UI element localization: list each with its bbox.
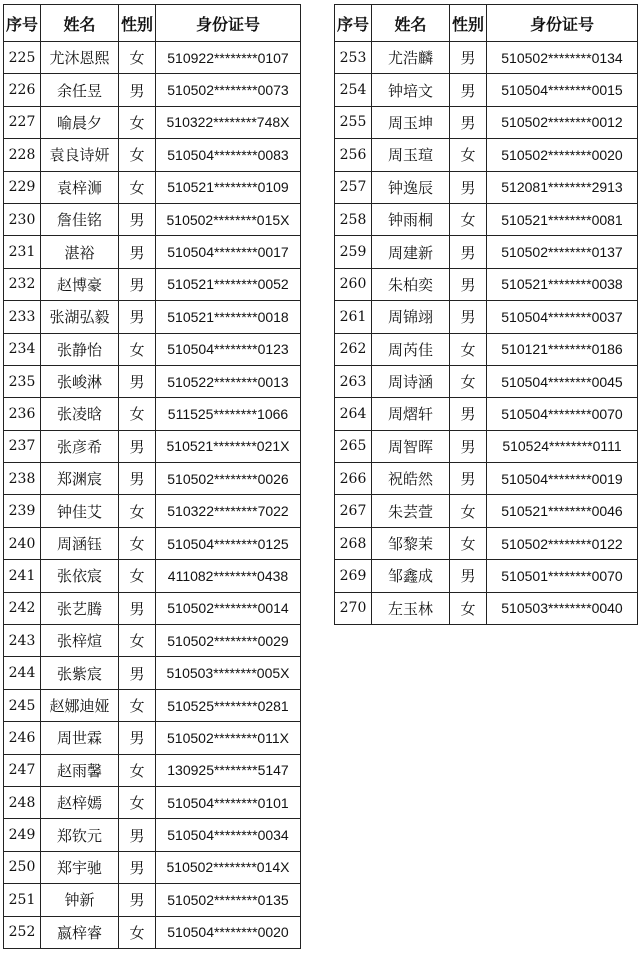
table-row [4, 463, 301, 495]
header-name: 姓名 [372, 5, 450, 42]
seq-cell: 230 [4, 203, 41, 235]
table-row [4, 42, 301, 74]
seq-cell: 249 [4, 819, 41, 851]
gender-cell: 女 [119, 42, 156, 74]
seq-cell: 245 [4, 689, 41, 721]
id-number-cell: 510524********0111 [487, 430, 638, 462]
seq-cell: 267 [335, 495, 372, 527]
seq-cell: 231 [4, 236, 41, 268]
id-number-cell: 510504********0101 [156, 786, 301, 818]
table-body-right [335, 42, 638, 625]
gender-cell: 男 [450, 106, 487, 138]
header-id: 身份证号 [156, 5, 301, 42]
gender-cell: 女 [119, 560, 156, 592]
seq-cell: 252 [4, 916, 41, 948]
gender-cell: 女 [119, 916, 156, 948]
gender-cell: 男 [450, 463, 487, 495]
gender-cell: 女 [119, 139, 156, 171]
id-number-cell: 510502********0026 [156, 463, 301, 495]
seq-cell: 266 [335, 463, 372, 495]
name-cell: 张紫宸 [41, 657, 119, 689]
table-row [4, 495, 301, 527]
table-row [4, 74, 301, 106]
table-row [4, 398, 301, 430]
id-number-cell: 510504********0037 [487, 301, 638, 333]
id-number-cell: 510922********0107 [156, 42, 301, 74]
gender-cell: 女 [450, 365, 487, 397]
name-cell: 郑宇驰 [41, 851, 119, 883]
name-cell: 赵雨馨 [41, 754, 119, 786]
name-cell: 左玉林 [372, 592, 450, 624]
id-number-cell: 510504********0015 [487, 74, 638, 106]
id-number-cell: 510502********0012 [487, 106, 638, 138]
id-number-cell: 510502********0029 [156, 625, 301, 657]
id-number-cell: 510521********0052 [156, 268, 301, 300]
seq-cell: 228 [4, 139, 41, 171]
gender-cell: 男 [119, 236, 156, 268]
seq-cell: 264 [335, 398, 372, 430]
table-row [4, 171, 301, 203]
id-number-cell: 510504********0020 [156, 916, 301, 948]
name-cell: 周建新 [372, 236, 450, 268]
seq-cell: 236 [4, 398, 41, 430]
table-row [335, 203, 638, 235]
seq-cell: 250 [4, 851, 41, 883]
table-row [4, 657, 301, 689]
header-gender: 性别 [119, 5, 156, 42]
header-seq: 序号 [335, 5, 372, 42]
seq-cell: 270 [335, 592, 372, 624]
name-cell: 钟新 [41, 884, 119, 916]
seq-cell: 253 [335, 42, 372, 74]
gender-cell: 女 [450, 527, 487, 559]
id-number-cell: 510322********748X [156, 106, 301, 138]
table-row [335, 463, 638, 495]
id-number-cell: 130925********5147 [156, 754, 301, 786]
seq-cell: 237 [4, 430, 41, 462]
seq-cell: 242 [4, 592, 41, 624]
gender-cell: 男 [119, 365, 156, 397]
name-cell: 张依宸 [41, 560, 119, 592]
name-cell: 钟佳艾 [41, 495, 119, 527]
name-cell: 朱柏奕 [372, 268, 450, 300]
name-cell: 张彦希 [41, 430, 119, 462]
name-cell: 袁梓浉 [41, 171, 119, 203]
gender-cell: 男 [119, 74, 156, 106]
name-cell: 湛裕 [41, 236, 119, 268]
id-number-cell: 510504********0017 [156, 236, 301, 268]
table-row [4, 236, 301, 268]
gender-cell: 女 [119, 398, 156, 430]
gender-cell: 女 [119, 625, 156, 657]
id-number-cell: 510522********0013 [156, 365, 301, 397]
id-number-cell: 510502********0020 [487, 139, 638, 171]
seq-cell: 259 [335, 236, 372, 268]
gender-cell: 男 [450, 268, 487, 300]
table-row [4, 268, 301, 300]
table-row [335, 301, 638, 333]
table-row [4, 786, 301, 818]
id-number-cell: 510502********014X [156, 851, 301, 883]
gender-cell: 男 [119, 301, 156, 333]
name-cell: 余任昱 [41, 74, 119, 106]
seq-cell: 229 [4, 171, 41, 203]
id-number-cell: 510521********021X [156, 430, 301, 462]
table-row [4, 884, 301, 916]
id-number-cell: 510525********0281 [156, 689, 301, 721]
seq-cell: 258 [335, 203, 372, 235]
gender-cell: 男 [119, 592, 156, 624]
id-number-cell: 510502********015X [156, 203, 301, 235]
name-cell: 周玉瑄 [372, 139, 450, 171]
seq-cell: 265 [335, 430, 372, 462]
seq-cell: 239 [4, 495, 41, 527]
gender-cell: 女 [450, 495, 487, 527]
header-id: 身份证号 [487, 5, 638, 42]
id-number-cell: 411082********0438 [156, 560, 301, 592]
seq-cell: 268 [335, 527, 372, 559]
id-number-cell: 510521********0038 [487, 268, 638, 300]
table-row [4, 365, 301, 397]
seq-cell: 241 [4, 560, 41, 592]
id-number-cell: 510503********0040 [487, 592, 638, 624]
id-number-cell: 512081********2913 [487, 171, 638, 203]
name-cell: 朱芸萱 [372, 495, 450, 527]
id-number-cell: 510504********0034 [156, 819, 301, 851]
table-row [4, 106, 301, 138]
gender-cell: 男 [119, 722, 156, 754]
name-cell: 张梓煊 [41, 625, 119, 657]
name-cell: 张艺腾 [41, 592, 119, 624]
table-row [335, 106, 638, 138]
name-cell: 尤沐恩熙 [41, 42, 119, 74]
seq-cell: 247 [4, 754, 41, 786]
table-row [4, 203, 301, 235]
seq-cell: 243 [4, 625, 41, 657]
name-cell: 赵娜迪娅 [41, 689, 119, 721]
table-row [4, 333, 301, 365]
seq-cell: 232 [4, 268, 41, 300]
seq-cell: 257 [335, 171, 372, 203]
id-number-cell: 510502********0134 [487, 42, 638, 74]
table-row [4, 722, 301, 754]
name-cell: 周智晖 [372, 430, 450, 462]
table-row [335, 527, 638, 559]
name-cell: 周诗涵 [372, 365, 450, 397]
id-number-cell: 510121********0186 [487, 333, 638, 365]
table-row [335, 74, 638, 106]
name-cell: 尤浩麟 [372, 42, 450, 74]
gender-cell: 男 [450, 236, 487, 268]
table-row [4, 625, 301, 657]
gender-cell: 女 [119, 527, 156, 559]
seq-cell: 225 [4, 42, 41, 74]
student-table-left [3, 4, 301, 949]
name-cell: 詹佳铭 [41, 203, 119, 235]
table-row [4, 819, 301, 851]
id-number-cell: 510502********0135 [156, 884, 301, 916]
gender-cell: 男 [450, 74, 487, 106]
name-cell: 嬴梓睿 [41, 916, 119, 948]
seq-cell: 261 [335, 301, 372, 333]
gender-cell: 女 [450, 203, 487, 235]
id-number-cell: 510504********0045 [487, 365, 638, 397]
table-row [335, 560, 638, 592]
gender-cell: 男 [450, 301, 487, 333]
seq-cell: 248 [4, 786, 41, 818]
table-row [4, 560, 301, 592]
seq-cell: 233 [4, 301, 41, 333]
id-number-cell: 510322********7022 [156, 495, 301, 527]
name-cell: 赵梓嫣 [41, 786, 119, 818]
table-row [4, 916, 301, 948]
id-number-cell: 510503********005X [156, 657, 301, 689]
gender-cell: 女 [119, 689, 156, 721]
id-number-cell: 510521********0081 [487, 203, 638, 235]
name-cell: 喻晨夕 [41, 106, 119, 138]
gender-cell: 男 [119, 203, 156, 235]
table-row [4, 301, 301, 333]
gender-cell: 女 [119, 495, 156, 527]
table-row [335, 139, 638, 171]
name-cell: 周芮佳 [372, 333, 450, 365]
gender-cell: 男 [119, 657, 156, 689]
id-number-cell: 510521********0046 [487, 495, 638, 527]
header-name: 姓名 [41, 5, 119, 42]
table-row [335, 268, 638, 300]
seq-cell: 234 [4, 333, 41, 365]
gender-cell: 女 [450, 592, 487, 624]
gender-cell: 男 [450, 171, 487, 203]
id-number-cell: 510502********011X [156, 722, 301, 754]
gender-cell: 男 [119, 851, 156, 883]
name-cell: 张静怡 [41, 333, 119, 365]
gender-cell: 男 [119, 430, 156, 462]
seq-cell: 226 [4, 74, 41, 106]
seq-cell: 262 [335, 333, 372, 365]
table-row [4, 592, 301, 624]
header-gender: 性别 [450, 5, 487, 42]
id-number-cell: 510504********0083 [156, 139, 301, 171]
gender-cell: 女 [119, 333, 156, 365]
gender-cell: 男 [450, 398, 487, 430]
name-cell: 郑钦元 [41, 819, 119, 851]
id-number-cell: 510502********0073 [156, 74, 301, 106]
id-number-cell: 510502********0122 [487, 527, 638, 559]
id-number-cell: 510504********0123 [156, 333, 301, 365]
name-cell: 张峻淋 [41, 365, 119, 397]
header-seq: 序号 [4, 5, 41, 42]
seq-cell: 251 [4, 884, 41, 916]
gender-cell: 女 [119, 754, 156, 786]
header-row [4, 5, 301, 42]
name-cell: 周熠轩 [372, 398, 450, 430]
gender-cell: 男 [119, 268, 156, 300]
id-number-cell: 510504********0070 [487, 398, 638, 430]
seq-cell: 246 [4, 722, 41, 754]
table-row [4, 754, 301, 786]
name-cell: 钟培文 [372, 74, 450, 106]
header-row [335, 5, 638, 42]
name-cell: 钟逸辰 [372, 171, 450, 203]
table-row [335, 592, 638, 624]
seq-cell: 227 [4, 106, 41, 138]
name-cell: 邹黎茉 [372, 527, 450, 559]
id-number-cell: 510502********0137 [487, 236, 638, 268]
table-row [4, 430, 301, 462]
id-number-cell: 510504********0019 [487, 463, 638, 495]
id-number-cell: 510502********0014 [156, 592, 301, 624]
seq-cell: 256 [335, 139, 372, 171]
table-row [335, 171, 638, 203]
gender-cell: 男 [119, 463, 156, 495]
seq-cell: 240 [4, 527, 41, 559]
name-cell: 邹鑫成 [372, 560, 450, 592]
gender-cell: 女 [450, 139, 487, 171]
gender-cell: 男 [450, 430, 487, 462]
id-number-cell: 510501********0070 [487, 560, 638, 592]
table-row [335, 333, 638, 365]
name-cell: 赵博豪 [41, 268, 119, 300]
name-cell: 钟雨桐 [372, 203, 450, 235]
table-row [335, 430, 638, 462]
seq-cell: 254 [335, 74, 372, 106]
gender-cell: 男 [119, 819, 156, 851]
gender-cell: 女 [119, 106, 156, 138]
name-cell: 郑渊宸 [41, 463, 119, 495]
table-body-left [4, 42, 301, 949]
name-cell: 周世霖 [41, 722, 119, 754]
name-cell: 张湖弘毅 [41, 301, 119, 333]
gender-cell: 女 [119, 786, 156, 818]
name-cell: 张凌晗 [41, 398, 119, 430]
seq-cell: 238 [4, 463, 41, 495]
table-row [4, 527, 301, 559]
student-table-right [334, 4, 638, 625]
gender-cell: 女 [119, 171, 156, 203]
name-cell: 周锦翊 [372, 301, 450, 333]
id-number-cell: 511525********1066 [156, 398, 301, 430]
name-cell: 周玉坤 [372, 106, 450, 138]
table-row [4, 851, 301, 883]
seq-cell: 235 [4, 365, 41, 397]
seq-cell: 255 [335, 106, 372, 138]
id-number-cell: 510521********0018 [156, 301, 301, 333]
table-row [4, 139, 301, 171]
gender-cell: 男 [450, 560, 487, 592]
name-cell: 祝皓然 [372, 463, 450, 495]
table-row [335, 236, 638, 268]
gender-cell: 男 [119, 884, 156, 916]
name-cell: 周涵钰 [41, 527, 119, 559]
seq-cell: 269 [335, 560, 372, 592]
table-row [335, 365, 638, 397]
table-row [335, 42, 638, 74]
seq-cell: 244 [4, 657, 41, 689]
gender-cell: 男 [450, 42, 487, 74]
seq-cell: 263 [335, 365, 372, 397]
seq-cell: 260 [335, 268, 372, 300]
id-number-cell: 510504********0125 [156, 527, 301, 559]
gender-cell: 女 [450, 333, 487, 365]
name-cell: 袁良诗妍 [41, 139, 119, 171]
table-row [335, 398, 638, 430]
table-row [335, 495, 638, 527]
id-number-cell: 510521********0109 [156, 171, 301, 203]
table-row [4, 689, 301, 721]
